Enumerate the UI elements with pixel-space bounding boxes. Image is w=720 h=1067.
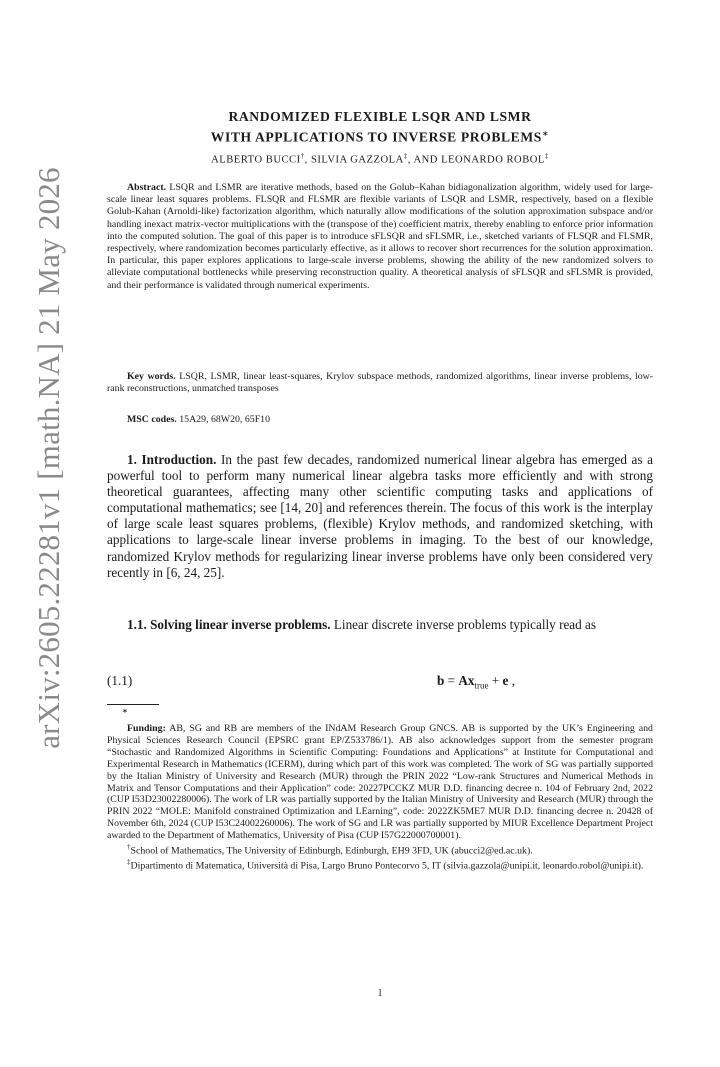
subsection-linear-inverse-problems [107,617,653,633]
arxiv-identifier [16,167,82,749]
msc-text: 15A29, 68W20, 65F10 [179,414,271,425]
section-heading: 1. Introduction. [127,452,217,467]
author-list: ALBERTO BUCCI†, SILVIA GAZZOLA‡, AND LEONARDO ROBOL‡ [211,152,549,166]
keywords [107,371,653,395]
section-introduction [107,452,653,581]
keywords-text: LSQR, LSMR, linear least-squares, Krylov subspace methods, randomized algorithms, linear inverse problems, low-rank reconstructions, unmatched transposes [107,371,654,395]
equation-body: $b = Ax_{true} + e$ , [437,673,515,691]
keywords-label: Key words. [127,371,176,382]
equation-1-1 [107,673,653,693]
subsection-text: Linear discrete inverse problems typically read as [333,617,597,632]
funding-footnote: Funding: AB, SG and RB are members of the INdAM Research Group GNCS. AB is supported by the UK’s Engineering and Physical Sciences Research Council (EPSRC grant EP/Z533786/1). AB also acknowledges support from the semester program “Stochastic and Randomized Algorithms in Scientific Computing: Foundations and Applications” at Institute for Computational and Experimental Research in Mathematics (ICERM), during which part of this work was completed. The work of SG was partially supported by the Italian Ministry of University and Research (MUR) through the PRIN 2022 “Low-rank Structures and Numerical Methods in Matrix and Tensor Computations and their Application” code: 20227PCCKZ MUR D.D. financing decree n. 104 of February 2nd, 2022 (CUP I53D23002280006). The work of LR was partially supported by the Italian Ministry of University and Research (MUR) through the PRIN 2022 “MOLE: Manifold constrained Optimization and LEarning”, code: 2022ZK5ME7 MUR D.D. financing decree n. 20428 of November 6th, 2024 (CUP I53C24002260006). The work of SG and LR was partially supported by MIUR Excellence Department Project awarded to the Department of Mathematics, University of Pisa (CUP I57G22000700001). [107,723,653,842]
affiliation-footnote: ‡Dipartimento di Matematica, Università di Pisa, Largo Bruno Pontecorvo 5, IT (silvia.gazzola@unipi.it, leonardo.robol@unipi.it). [127,858,644,872]
equation-number: (1.1) [107,673,133,688]
affiliation-mark: ‡ [403,152,408,160]
msc-codes [107,414,653,426]
affiliation-footnote: †School of Mathematics, The University of Edinburgh, Edinburgh, EH9 3FD, UK (abucci2@ed.ac.uk). [127,843,533,857]
affiliation-mark: † [300,152,305,160]
abstract-text: LSQR and LSMR are iterative methods, based on the Golub–Kahan bidiagonalization algorithm, widely used for large-scale linear least squares problems. FLSQR and FLSMR are flexible variants of LSQR and LSMR, respectively, based on a flexible Golub-Kahan (Arnoldi-like) factorization algorithm, which naturally allow modifications of the solution approximation subspace and/or handling inexact matrix-vector multiplications with the (transpose of the) coefficient matrix, thereby enabling to enforce prior information into the computed solution. The goal of this paper is to introduce sFLSQR and sFLSMR, i.e., sketched variants of FLSQR and FLSMR, respectively, where randomization becomes particularly effective, as it allows to recover short recurrences for the solution approximation. In particular, this paper explores applications to large-scale inverse problems, showing the ability of the new randomized solvers to alleviate computational bottlenecks while preserving reconstruction quality. A theoretical analysis of sFLSQR and sFLSMR is provided, and their performance is validated through numerical experiments. [107,182,653,291]
author-name: SILVIA GAZZOLA [310,154,404,166]
subsection-heading: 1.1. Solving linear inverse problems. [127,617,331,632]
author-name: LEONARDO ROBOL [441,154,545,166]
title-line-2: WITH APPLICATIONS TO INVERSE PROBLEMS∗ [210,129,550,145]
footnote-divider [107,704,159,705]
title-footnote-mark: ∗ [541,129,550,138]
arxiv-identifier-text: arXiv:2605.22281v1 [math.NA] 21 May 2026 [31,167,66,749]
affiliation-mark: ‡ [544,152,549,160]
page-number: 1 [377,988,383,999]
footnote-star-mark: ∗ [122,707,128,715]
author-name: ALBERTO BUCCI [211,154,301,166]
msc-label: MSC codes. [127,414,177,425]
footnotes [107,723,653,872]
section-text: In the past few decades, randomized numerical linear algebra has emerged as a powerful tool to perform many numerical linear algebra tasks more efficiently and with strong theoretical guarantees, affecting many other scientific computing tasks and applications of computational mathematics; see [14, 20] and references therein. The focus of this work is the interplay of large scale least squares problems, (flexible) Krylov methods, and randomized sketching, with applications to large-scale linear inverse problems in imaging. To the best of our knowledge, randomized Krylov methods for regularizing linear inverse problems have only been considered very recently in [6, 24, 25]. [107,452,653,580]
abstract-label: Abstract. [127,182,167,193]
abstract [107,182,653,292]
paper-title [107,108,653,146]
title-line-1: RANDOMIZED FLEXIBLE LSQR AND LSMR [228,109,532,124]
